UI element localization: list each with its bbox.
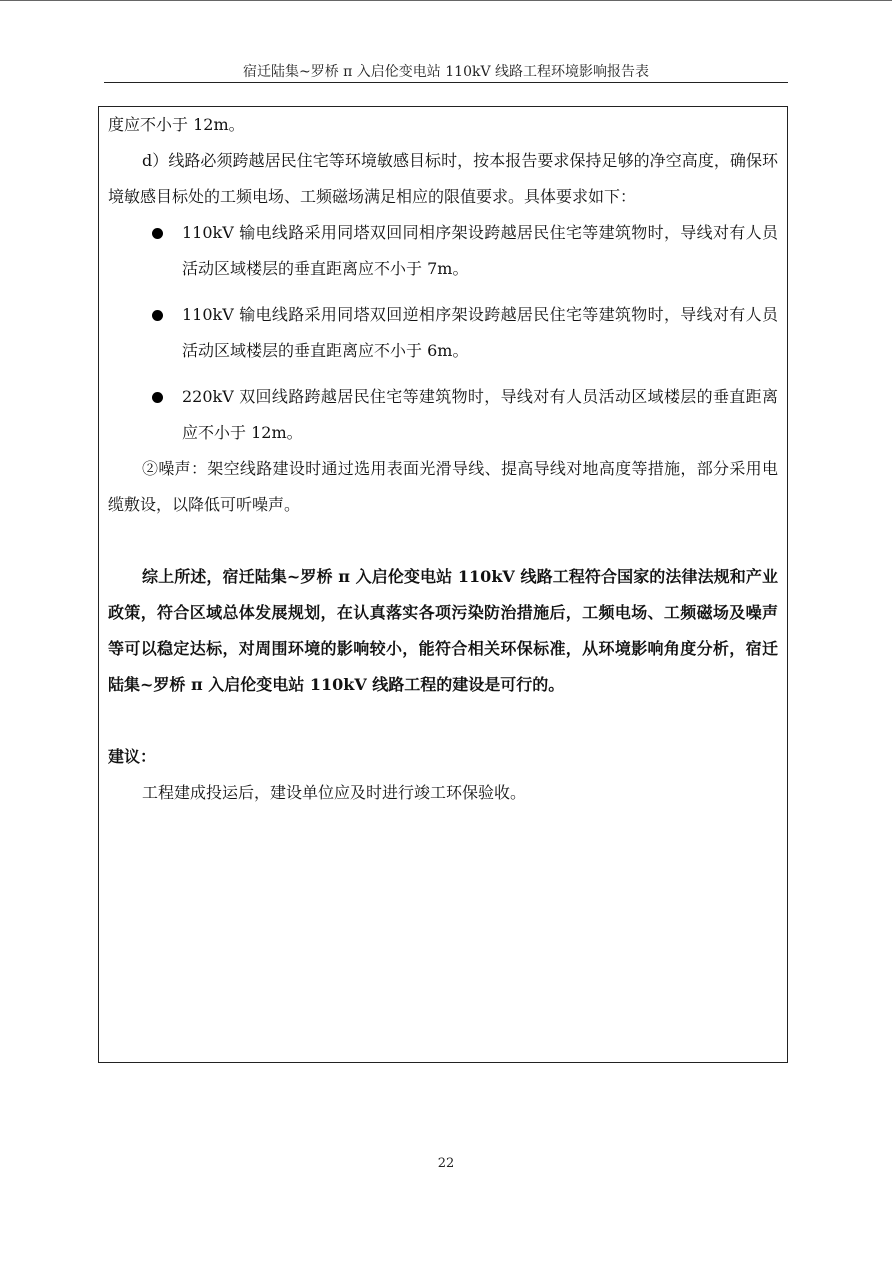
requirement-list bbox=[108, 215, 778, 451]
list-item-text: 110kV 输电线路采用同塔双回同相序架设跨越居民住宅等建筑物时，导线对有人员活动区域楼层的垂直距离应不小于 7m。 bbox=[182, 223, 778, 278]
list-item bbox=[108, 379, 778, 451]
content-body bbox=[108, 107, 778, 811]
bullet-dot-icon bbox=[152, 310, 163, 321]
bullet-dot-icon bbox=[152, 228, 163, 239]
document-header-title: 宿迁陆集~罗桥 π 入启伦变电站 110kV 线路工程环境影响报告表 bbox=[242, 64, 650, 80]
header-rule bbox=[104, 82, 788, 83]
paragraph-d-requirement: d）线路必须跨越居民住宅等环境敏感目标时，按本报告要求保持足够的净空高度，确保环境敏感目标处的工频电场、工频磁场满足相应的限值要求。具体要求如下： bbox=[108, 151, 778, 206]
list-item bbox=[108, 215, 778, 287]
spacer bbox=[108, 703, 778, 739]
paragraph-noise: ②噪声：架空线路建设时通过选用表面光滑导线、提高导线对地高度等措施，部分采用电缆敷设，以降低可听噪声。 bbox=[108, 459, 778, 514]
list-item bbox=[108, 297, 778, 369]
suggestion-heading: 建议： bbox=[108, 747, 157, 766]
suggestion-text: 工程建成投运后，建设单位应及时进行竣工环保验收。 bbox=[142, 783, 527, 802]
bullet-dot-icon bbox=[152, 392, 163, 403]
spacer bbox=[108, 523, 778, 559]
page-top-border bbox=[0, 0, 892, 1]
list-item-text: 220kV 双回线路跨越居民住宅等建筑物时，导线对有人员活动区域楼层的垂直距离应不小于 12m。 bbox=[182, 387, 778, 442]
list-item-text: 110kV 输电线路采用同塔双回逆相序架设跨越居民住宅等建筑物时，导线对有人员活动区域楼层的垂直距离应不小于 6m。 bbox=[182, 305, 778, 360]
paragraph-conclusion: 综上所述，宿迁陆集~罗桥 π 入启伦变电站 110kV 线路工程符合国家的法律法规和产业政策，符合区域总体发展规划，在认真落实各项污染防治措施后，工频电场、工频磁场及噪声等可以稳定达标，对周围环境的影响较小，能符合相关环保标准，从环境影响角度分析，宿迁陆集~罗桥 π 入启伦变电站 110kV 线路工程的建设是可行的。 bbox=[108, 567, 778, 694]
content-frame bbox=[98, 106, 788, 1063]
page-number: 22 bbox=[437, 1156, 455, 1171]
paragraph-continuation: 度应不小于 12m。 bbox=[108, 115, 245, 134]
